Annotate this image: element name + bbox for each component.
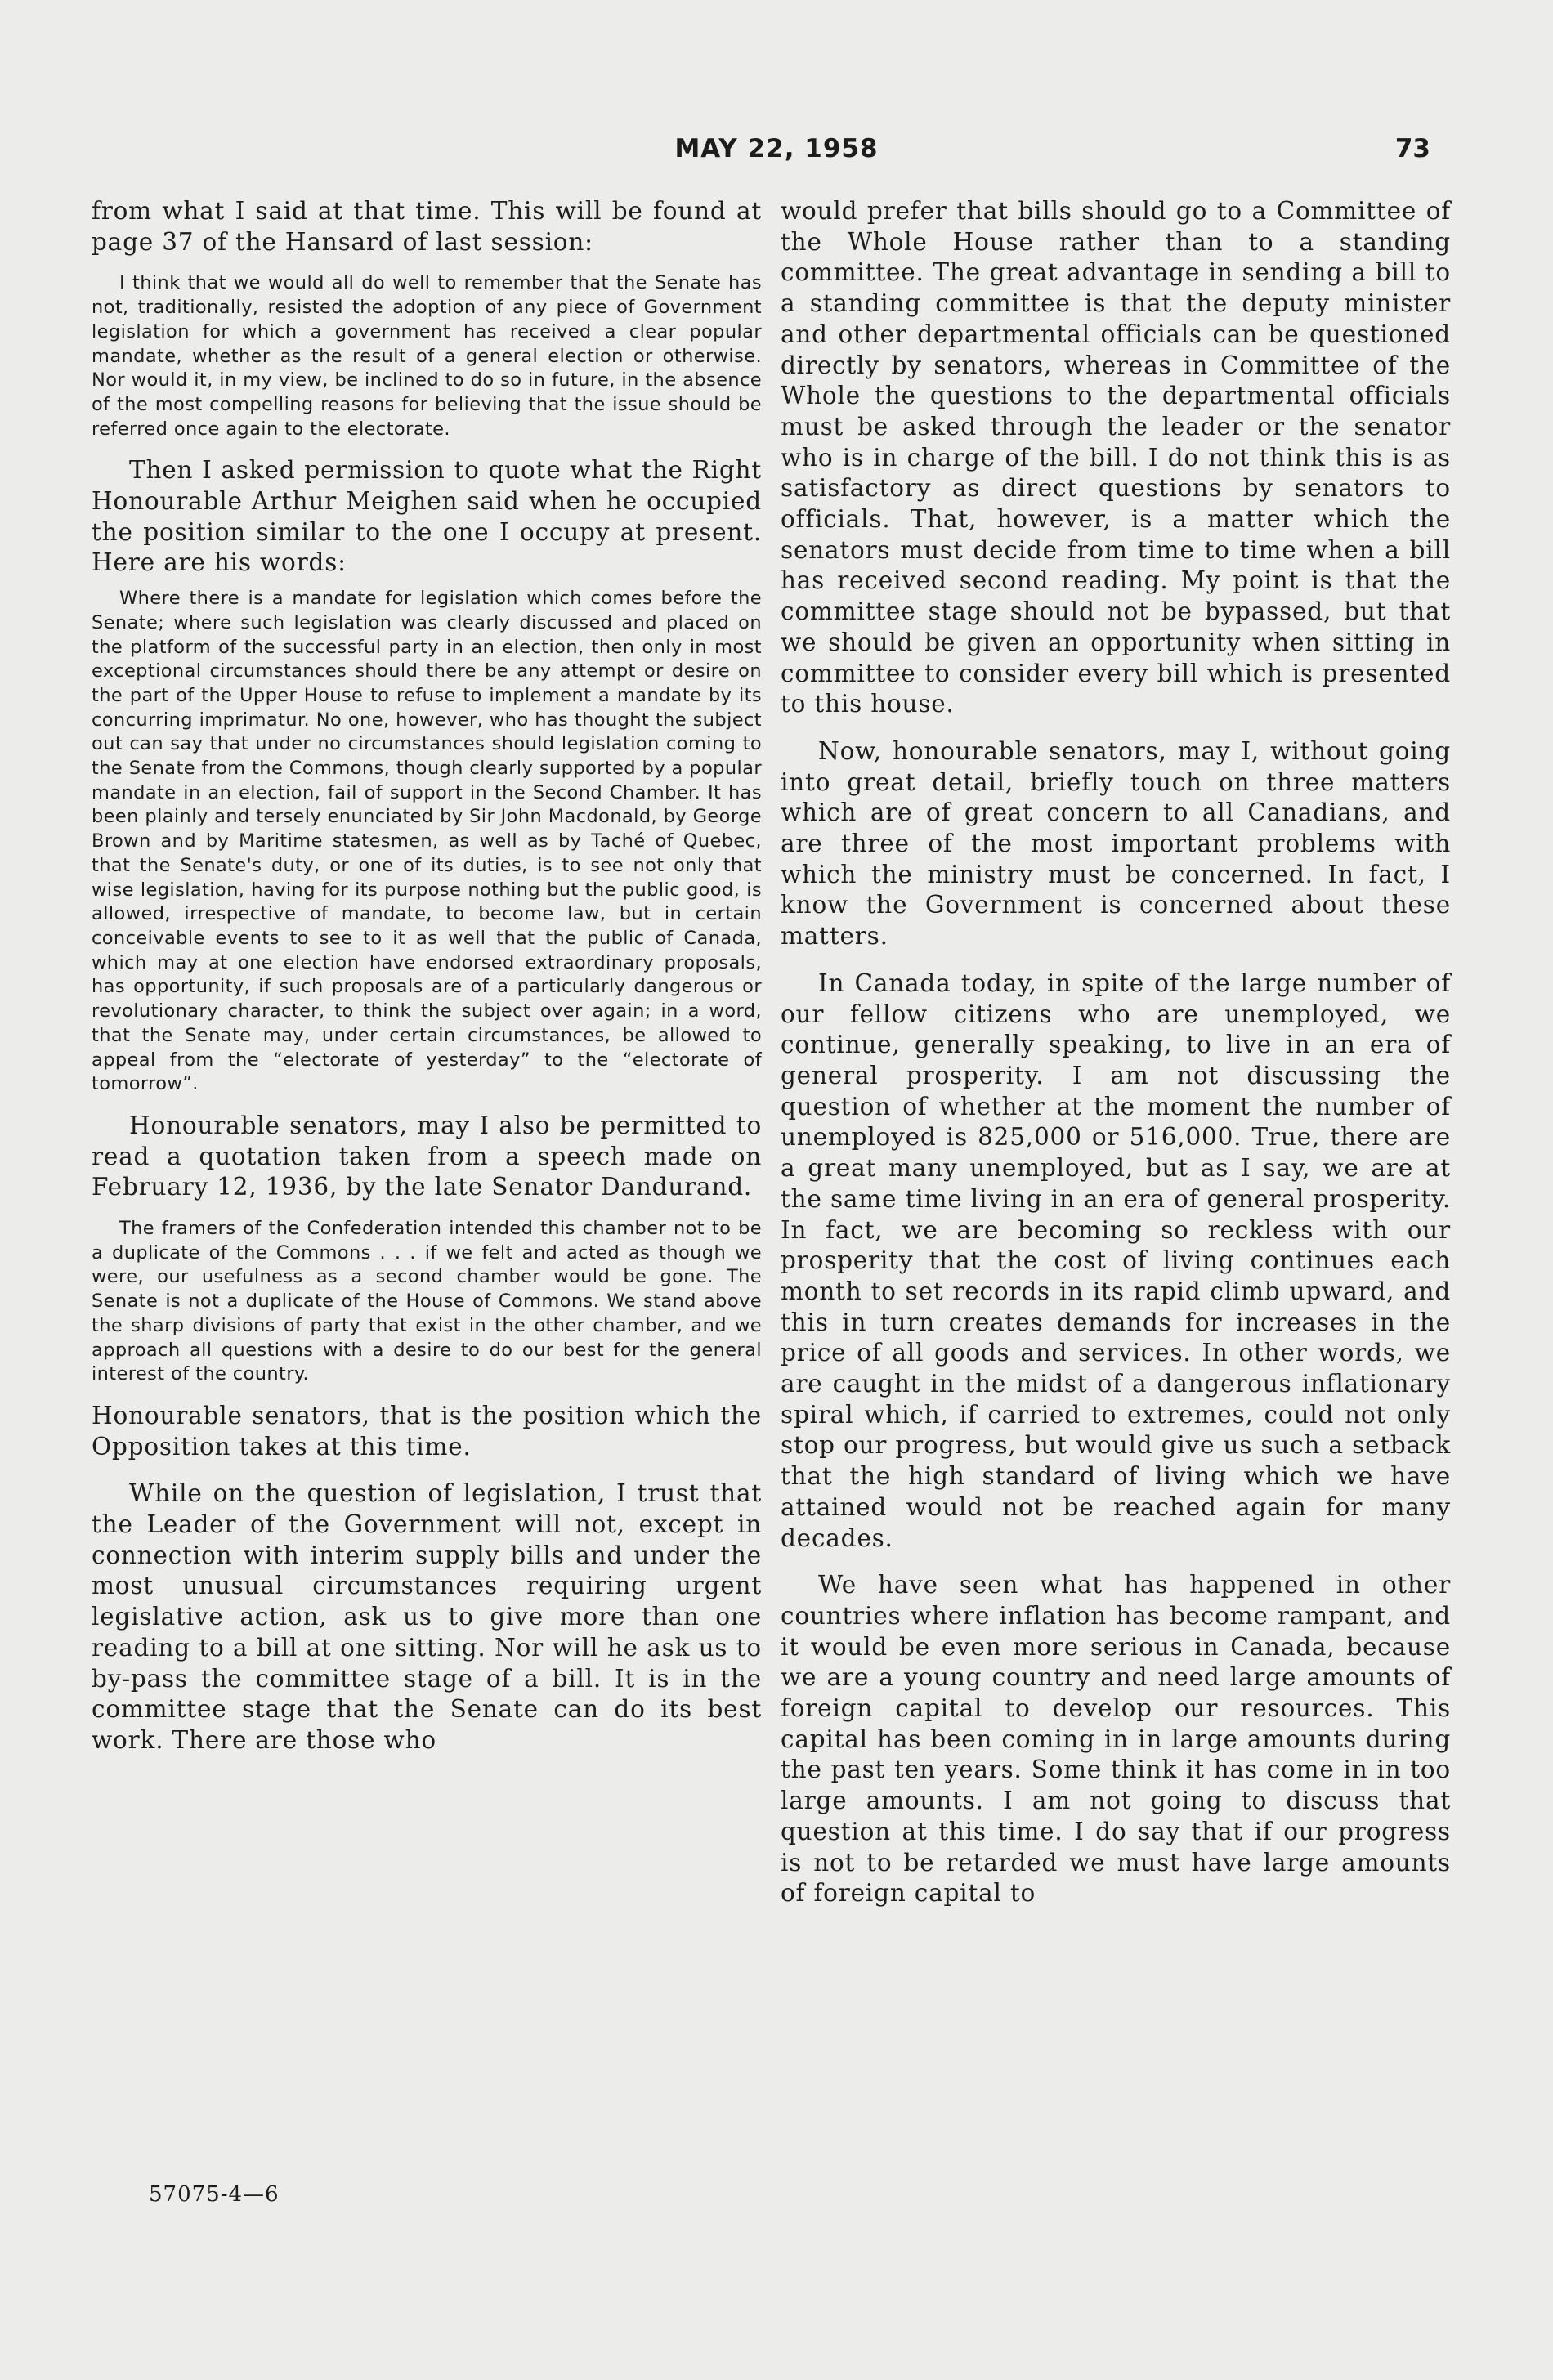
paragraph: would prefer that bills should go to a Committee of the Whole House rather than to a standing committee. The great advantage in sending a bill to a standing committee is that the deputy minister and other departmental officials can be questioned directly by senators, whereas in Committee of the Whole the questions to the departmental officials must be asked through the leader or the senator who is in charge of the bill. I do not think this is as satisfactory as direct questions by senators to officials. That, however, is a matter which the senators must decide from time to time when a bill has received second reading. My point is that the committee stage should not be bypassed, but that we should be given an opportunity when sitting in committee to consider every bill which is presented to this house. [781,197,1451,718]
right-column [781,196,1451,1909]
block-quote: I think that we would all do well to remember that the Senate has not, traditionally, resisted the adoption of any piece of Government legislation for which a government has received a clear popular mandate, whether as the result of a general election or otherwise. Nor would it, in my view, be inclined to do so in future, in the absence of the most compelling reasons for believing that the issue should be referred once again to the electorate. [92,272,762,440]
page-header [0,131,1553,172]
paragraph: Honourable senators, may I also be permitted to read a quotation taken from a speech made on February 12, 1936, by the late Senator Dandurand. [92,1111,762,1201]
block-quote: Where there is a mandate for legislation which comes before the Senate; where such legislation was clearly discussed and placed on the platform of the successful party in an election, then only in most exceptional circumstances should there be any attempt or desire on the part of the Upper House to refuse to implement a mandate by its concurring imprimatur. No one, however, who has thought the subject out can say that under no circumstances should legislation coming to the Senate from the Commons, though clearly supported by a popular mandate in an election, fail of support in the Second Chamber. It has been plainly and tersely enunciated by Sir John Macdonald, by George Brown and by Maritime statesmen, as well as by Taché of Quebec, that the Senate's duty, or one of its duties, is to see not only that wise legislation, having for its purpose nothing but the public good, is allowed, irrespective of mandate, to become law, but in certain conceivable events to see to it as well that the public of Canada, which may at one election have endorsed extraordinary proposals, has opportunity, if such proposals are of a particularly dangerous or revolutionary character, to think the subject over again; in a word, that the Senate may, under certain circumstances, be allowed to appeal from the “electorate of yesterday” to the “electorate of tomorrow”. [92,588,762,1095]
page-number: 73 [1394,134,1430,163]
paragraph: We have seen what has happened in other countries where inflation has become rampant, and it would be even more serious in Canada, because we are a young country and need large amounts of foreign capital to develop our resources. This capital has been coming in in large amounts during the past ten years. Some think it has come in in too large amounts. I am not going to discuss that question at this time. I do say that if our progress is not to be retarded we must have large amounts of foreign capital to [781,1571,1451,1908]
paragraph: While on the question of legislation, I trust that the Leader of the Government will not, except in connection with interim supply bills and under the most unusual circumstances requiring urgent legislative action, ask us to give more than one reading to a bill at one sitting. Nor will he ask us to by-pass the committee stage of a bill. It is in the committee stage that the Senate can do its best work. There are those who [92,1479,762,1754]
paragraph: Honourable senators, that is the position which the Opposition takes at this time. [92,1401,762,1461]
paragraph: from what I said at that time. This will be found at page 37 of the Hansard of last session: [92,197,762,256]
block-quote: The framers of the Confederation intended this chamber not to be a duplicate of the Commons . . . if we felt and acted as though we were, our usefulness as a second chamber would be gone. The Senate is not a duplicate of the House of Commons. We stand above the sharp divisions of party that exist in the other chamber, and we approach all questions with a desire to do our best for the general interest of the country. [92,1218,762,1385]
paragraph: In Canada today, in spite of the large number of our fellow citizens who are unemployed, we continue, generally speaking, to live in an era of general prosperity. I am not discussing the question of whether at the moment the number of unemployed is 825,000 or 516,000. True, there are a great many unemployed, but as I say, we are at the same time living in an era of general prosperity. In fact, we are becoming so reckless with our prosperity that the cost of living continues each month to set records in its rapid climb upward, and this in turn creates demands for increases in the price of all goods and services. In other words, we are caught in the midst of a dangerous inflationary spiral which, if carried to extremes, could not only stop our progress, but would give us such a setback that the high standard of living which we have attained would not be reached again for many decades. [781,969,1451,1552]
paragraph: Now, honourable senators, may I, without going into great detail, briefly touch on three matters which are of great concern to all Canadians, and are three of the most important problems with which the ministry must be concerned. In fact, I know the Government is concerned about these matters. [781,736,1451,951]
footer-code: 57075-4—6 [149,2182,280,2207]
left-column [92,196,762,1756]
page-date: MAY 22, 1958 [674,134,879,163]
paragraph: Then I asked permission to quote what the Right Honourable Arthur Meighen said when he occupied the position similar to the one I occupy at present. Here are his words: [92,456,762,577]
